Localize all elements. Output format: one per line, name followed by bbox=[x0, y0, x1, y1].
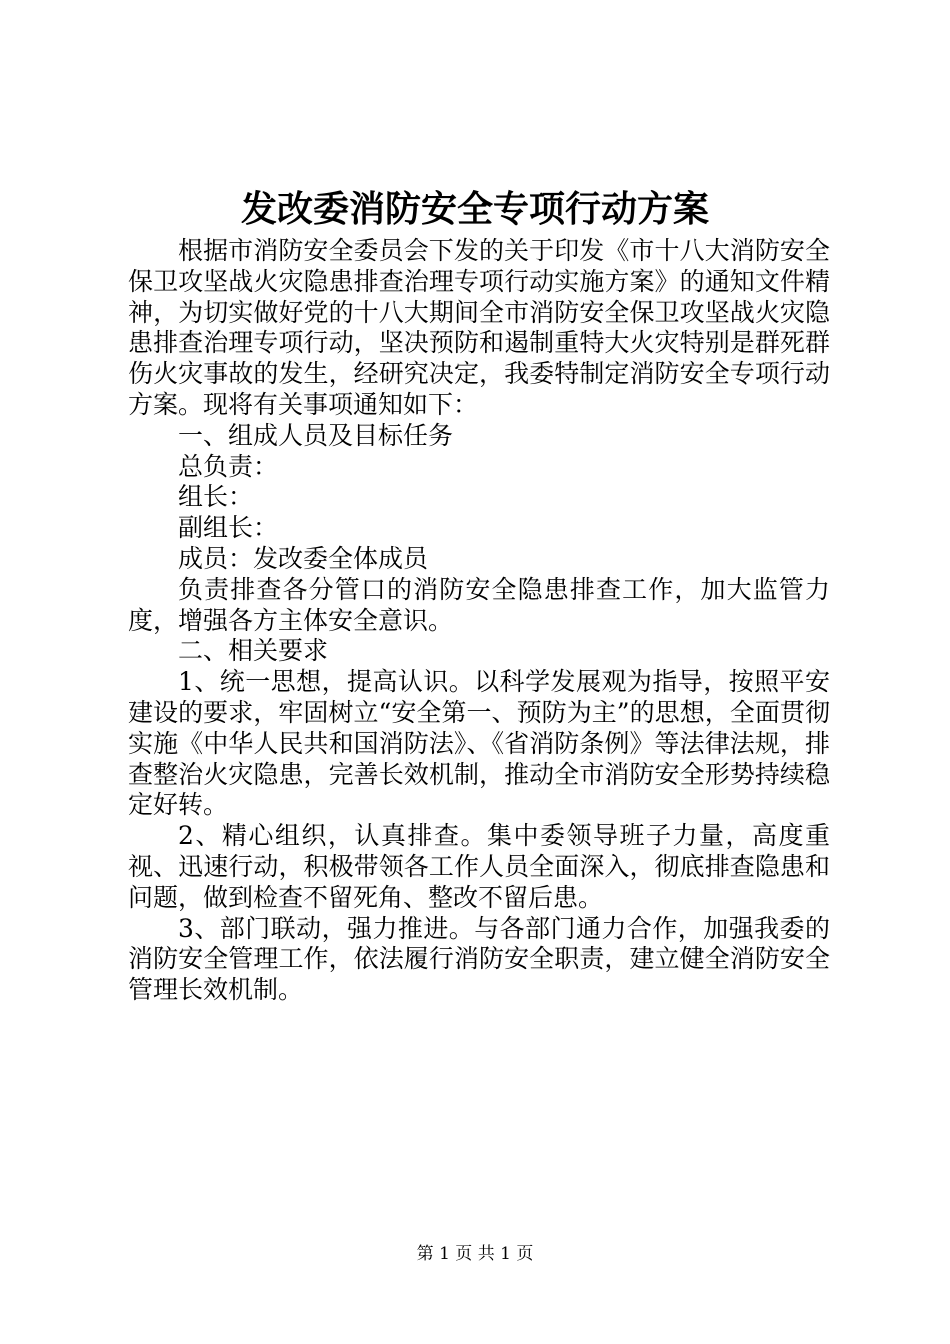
group-leader-line: 组长： bbox=[178, 482, 254, 512]
responsibility-paragraph: 负责排查各分管口的消防安全隐患排查工作，加大监管力度，增强各方主体安全意识。 bbox=[128, 574, 830, 635]
page-footer: 第 1 页 共 1 页 bbox=[416, 1244, 534, 1264]
deputy-leader-line: 副组长： bbox=[178, 513, 279, 543]
requirement-item-2: 2、精心组织，认真排查。集中委领导班子力量，高度重视、迅速行动，积极带领各工作人员全面深入，彻底排查隐患和问题，做到检查不留死角、整改不留后患。 bbox=[128, 821, 830, 912]
requirement-item-3: 3、部门联动，强力推进。与各部门通力合作，加强我委的消防安全管理工作，依法履行消防安全职责，建立健全消防安全管理长效机制。 bbox=[128, 913, 830, 1005]
members-line: 成员：发改委全体成员 bbox=[178, 543, 429, 573]
intro-paragraph: 根据市消防安全委员会下发的关于印发《市十八大消防安全保卫攻坚战火灾隐患排查治理专项行动实施方案》的通知文件精神，为切实做好党的十八大期间全市消防安全保卫攻坚战火灾隐患排查治理专项行动，坚决预防和遏制重特大火灾特别是群死群伤火灾事故的发生，经研究决定，我委特制定消防安全专项行动方案。现将有关事项通知如下： bbox=[128, 236, 830, 419]
section-heading-requirements: 二、相关要求 bbox=[178, 636, 329, 666]
overall-lead-line: 总负责： bbox=[178, 451, 279, 481]
section-heading-members: 一、组成人员及目标任务 bbox=[178, 420, 454, 450]
document-body bbox=[128, 236, 830, 1006]
page-title: 发改委消防安全专项行动方案 bbox=[240, 188, 709, 230]
requirement-item-1: 1、统一思想，提高认识。以科学发展观为指导，按照平安建设的要求，牢固树立“安全第一、预防为主”的思想，全面贯彻实施《中华人民共和国消防法》、《省消防条例》等法律法规，排查整治火灾隐患，完善长效机制，推动全市消防安全形势持续稳定好转。 bbox=[128, 667, 830, 820]
